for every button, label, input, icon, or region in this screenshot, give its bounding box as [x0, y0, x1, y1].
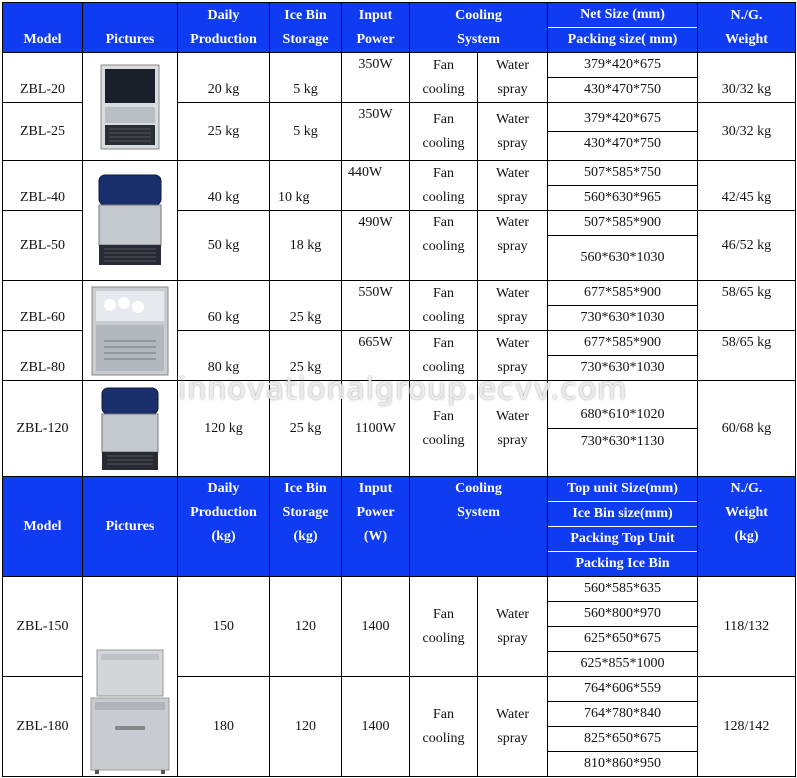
model-cell: ZBL-20 — [3, 53, 83, 103]
cooling-fan-cell: Fan cooling — [410, 281, 478, 331]
daily-cell: 40 kg — [178, 161, 270, 211]
col-pictures-header: Pictures — [83, 3, 178, 53]
cooling-water-cell: Water spray — [478, 381, 548, 477]
weight-cell: 128/142 — [698, 677, 796, 777]
col-daily-header: Daily Production (kg) — [178, 477, 270, 577]
bin-cell: 120 — [270, 577, 342, 677]
model-cell: ZBL-180 — [3, 677, 83, 777]
size-cell: 680*610*1020 730*630*1130 — [548, 381, 698, 477]
cooling-water-cell: Water spray — [478, 211, 548, 281]
col-weight-header: N./G. Weight — [698, 3, 796, 53]
power-cell: 665W — [342, 331, 410, 381]
size-cell: 677*585*900 730*630*1030 — [548, 281, 698, 331]
picture-cell — [83, 53, 178, 161]
model-cell: ZBL-25 — [3, 103, 83, 161]
ice-maker-picture — [87, 646, 173, 776]
size-cell: 677*585*900 730*630*1030 — [548, 331, 698, 381]
ice-maker-picture — [96, 173, 164, 269]
bin-cell: 25 kg — [270, 281, 342, 331]
col-daily-header: Daily Production — [178, 3, 270, 53]
model-cell: ZBL-120 — [3, 381, 83, 477]
cooling-fan-cell: Fan cooling — [410, 103, 478, 161]
power-cell: 490W — [342, 211, 410, 281]
weight-cell: 58/65 kg — [698, 331, 796, 381]
power-cell: 1100W — [342, 381, 410, 477]
power-cell: 350W — [342, 103, 410, 161]
cooling-fan-cell: Fan cooling — [410, 331, 478, 381]
bin-cell: 5 kg — [270, 53, 342, 103]
picture-cell — [83, 281, 178, 381]
table-row — [3, 381, 796, 477]
header-row-2 — [3, 477, 796, 577]
cooling-fan-cell: Fan cooling — [410, 577, 478, 677]
power-cell: 350W — [342, 53, 410, 103]
bin-cell: 25 kg — [270, 331, 342, 381]
col-cooling-header: Cooling System — [410, 3, 548, 53]
cooling-fan-cell: Fan cooling — [410, 211, 478, 281]
ice-maker-picture — [99, 386, 161, 472]
cooling-water-cell: Water spray — [478, 281, 548, 331]
model-cell: ZBL-40 — [3, 161, 83, 211]
daily-cell: 180 — [178, 677, 270, 777]
table-row — [3, 281, 796, 331]
col-size-header: Net Size (mm) Packing size( mm) — [548, 3, 698, 53]
weight-cell: 42/45 kg — [698, 161, 796, 211]
ice-maker-picture — [90, 285, 170, 377]
power-cell: 1400 — [342, 677, 410, 777]
col-icebin-header: Ice Bin Storage — [270, 3, 342, 53]
cooling-fan-cell: Fan cooling — [410, 381, 478, 477]
bin-cell: 10 kg — [270, 161, 342, 211]
picture-cell — [83, 381, 178, 477]
weight-cell: 30/32 kg — [698, 103, 796, 161]
weight-cell: 118/132 — [698, 577, 796, 677]
col-input-header: Input Power (W) — [342, 477, 410, 577]
col-pictures-header: Pictures — [83, 477, 178, 577]
daily-cell: 150 — [178, 577, 270, 677]
bin-cell: 18 kg — [270, 211, 342, 281]
cooling-water-cell: Water spray — [478, 577, 548, 677]
cooling-water-cell: Water spray — [478, 677, 548, 777]
size-cell: 560*585*635 560*800*970 625*650*675 625*855*1000 — [548, 577, 698, 677]
watermark-text: innovationalgroup.ecvv.com — [178, 372, 628, 407]
picture-cell — [83, 577, 178, 777]
daily-cell: 80 kg — [178, 331, 270, 381]
col-input-header: Input Power — [342, 3, 410, 53]
bin-cell: 5 kg — [270, 103, 342, 161]
size-cell: 507*585*750 560*630*965 — [548, 161, 698, 211]
col-cooling-header: Cooling System — [410, 477, 548, 577]
cooling-water-cell: Water spray — [478, 53, 548, 103]
col-model-header: Model — [3, 3, 83, 53]
cooling-fan-cell: Fan cooling — [410, 677, 478, 777]
size-cell: 379*420*675 430*470*750 — [548, 53, 698, 103]
cooling-water-cell: Water spray — [478, 331, 548, 381]
size-cell: 379*420*675 430*470*750 — [548, 103, 698, 161]
weight-cell: 60/68 kg — [698, 381, 796, 477]
power-cell: 1400 — [342, 577, 410, 677]
daily-cell: 50 kg — [178, 211, 270, 281]
weight-cell: 46/52 kg — [698, 211, 796, 281]
bin-cell: 25 kg — [270, 381, 342, 477]
table-row — [3, 577, 796, 677]
weight-cell: 30/32 kg — [698, 53, 796, 103]
cooling-fan-cell: Fan cooling — [410, 161, 478, 211]
col-model-header: Model — [3, 477, 83, 577]
header-row-1 — [3, 3, 796, 53]
picture-cell — [83, 161, 178, 281]
model-cell: ZBL-80 — [3, 331, 83, 381]
daily-cell: 20 kg — [178, 53, 270, 103]
spec-table — [2, 2, 796, 777]
size-cell: 764*606*559 764*780*840 825*650*675 810*860*950 — [548, 677, 698, 777]
power-cell: 440W — [342, 161, 410, 211]
col-size-header: Top unit Size(mm) Ice Bin size(mm) Packing Top Unit Packing Ice Bin — [548, 477, 698, 577]
table-row — [3, 53, 796, 103]
weight-cell: 58/65 kg — [698, 281, 796, 331]
ice-maker-picture — [99, 63, 161, 151]
model-cell: ZBL-60 — [3, 281, 83, 331]
cooling-water-cell: Water spray — [478, 161, 548, 211]
col-icebin-header: Ice Bin Storage (kg) — [270, 477, 342, 577]
daily-cell: 25 kg — [178, 103, 270, 161]
power-cell: 550W — [342, 281, 410, 331]
cooling-water-cell: Water spray — [478, 103, 548, 161]
daily-cell: 60 kg — [178, 281, 270, 331]
table-row — [3, 161, 796, 211]
model-cell: ZBL-50 — [3, 211, 83, 281]
model-cell: ZBL-150 — [3, 577, 83, 677]
daily-cell: 120 kg — [178, 381, 270, 477]
cooling-fan-cell: Fan cooling — [410, 53, 478, 103]
bin-cell: 120 — [270, 677, 342, 777]
col-weight-header: N./G. Weight (kg) — [698, 477, 796, 577]
size-cell: 507*585*900 560*630*1030 — [548, 211, 698, 281]
